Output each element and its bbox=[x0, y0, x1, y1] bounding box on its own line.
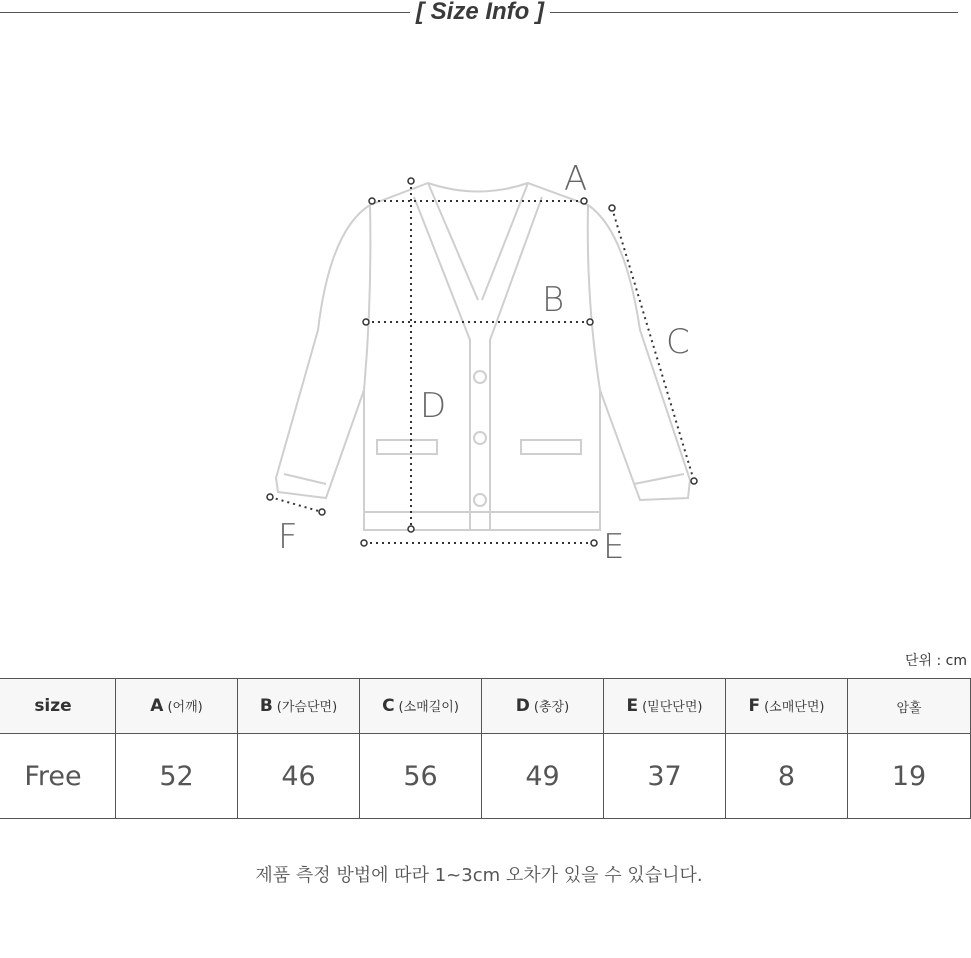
header-size: size bbox=[0, 679, 116, 734]
cell-armhole: 19 bbox=[848, 734, 971, 819]
cell-a: 52 bbox=[116, 734, 238, 819]
diagram-label-b: B bbox=[542, 280, 565, 320]
header-b-key: B bbox=[259, 696, 273, 716]
cell-c: 56 bbox=[360, 734, 482, 819]
header-d-desc: (총장) bbox=[533, 700, 570, 715]
measurement-endpoints bbox=[267, 178, 697, 546]
header-e-desc: (밑단단면) bbox=[642, 700, 703, 715]
cell-d: 49 bbox=[482, 734, 604, 819]
diagram-label-d: D bbox=[420, 386, 447, 426]
endpoint-d-bottom bbox=[408, 526, 414, 532]
header-c bbox=[360, 679, 482, 734]
header-f bbox=[726, 679, 848, 734]
cardigan-body-outline bbox=[276, 183, 690, 530]
header-e-key: E bbox=[626, 696, 639, 716]
button-top bbox=[474, 371, 486, 383]
header-d bbox=[482, 679, 604, 734]
right-cuff-seam bbox=[634, 474, 684, 484]
button-bottom bbox=[474, 494, 486, 506]
table-header-row bbox=[0, 679, 971, 734]
endpoint-e-right bbox=[591, 540, 597, 546]
endpoint-a-left bbox=[369, 198, 375, 204]
endpoint-d-top bbox=[408, 178, 414, 184]
endpoint-e-left bbox=[361, 540, 367, 546]
endpoint-f-right bbox=[319, 509, 325, 515]
cell-e: 37 bbox=[604, 734, 726, 819]
measure-line-f bbox=[270, 497, 322, 512]
header-b bbox=[238, 679, 360, 734]
cardigan-outline bbox=[276, 183, 690, 530]
left-collar-edge bbox=[428, 183, 478, 300]
diagram-label-c: C bbox=[666, 322, 690, 362]
header-a bbox=[116, 679, 238, 734]
measurement-note: 제품 측정 방법에 따라 1~3cm 오차가 있을 수 있습니다. bbox=[255, 865, 703, 886]
left-cuff-seam bbox=[284, 474, 326, 484]
diagram-label-f: F bbox=[278, 517, 298, 557]
header-a-key: A bbox=[150, 696, 164, 716]
cell-b: 46 bbox=[238, 734, 360, 819]
diagram-label-e: E bbox=[603, 527, 625, 567]
header-e bbox=[604, 679, 726, 734]
endpoint-b-right bbox=[587, 319, 593, 325]
left-armhole-seam bbox=[364, 205, 370, 390]
endpoint-c-bottom bbox=[691, 478, 697, 484]
left-pocket bbox=[377, 440, 437, 454]
header-a-desc: (어깨) bbox=[167, 700, 203, 715]
right-armhole-seam bbox=[588, 205, 600, 390]
header-f-desc: (소매단면) bbox=[764, 700, 825, 715]
left-front-placket bbox=[414, 197, 470, 530]
size-table bbox=[0, 678, 971, 819]
page-title: [ Size Info ] bbox=[416, 0, 544, 25]
right-pocket bbox=[521, 440, 581, 454]
header-f-key: F bbox=[748, 696, 761, 716]
endpoint-b-left bbox=[363, 319, 369, 325]
header-armhole bbox=[848, 679, 971, 734]
unit-label: 단위 : cm bbox=[905, 653, 968, 669]
right-front-placket bbox=[490, 197, 542, 530]
measurement-lines bbox=[270, 181, 694, 543]
button-middle bbox=[474, 432, 486, 444]
cell-f: 8 bbox=[726, 734, 848, 819]
endpoint-f-left bbox=[267, 494, 273, 500]
header-b-desc: (가슴단면) bbox=[276, 700, 338, 715]
cell-size: Free bbox=[0, 734, 116, 819]
header-d-key: D bbox=[515, 696, 530, 716]
header-c-key: C bbox=[382, 696, 395, 716]
endpoint-c-top bbox=[609, 205, 615, 211]
header-c-desc: (소매길이) bbox=[398, 700, 459, 715]
diagram-label-a: A bbox=[564, 159, 588, 199]
table-row bbox=[0, 734, 971, 819]
header-armhole-desc: 암홀 bbox=[896, 700, 922, 716]
